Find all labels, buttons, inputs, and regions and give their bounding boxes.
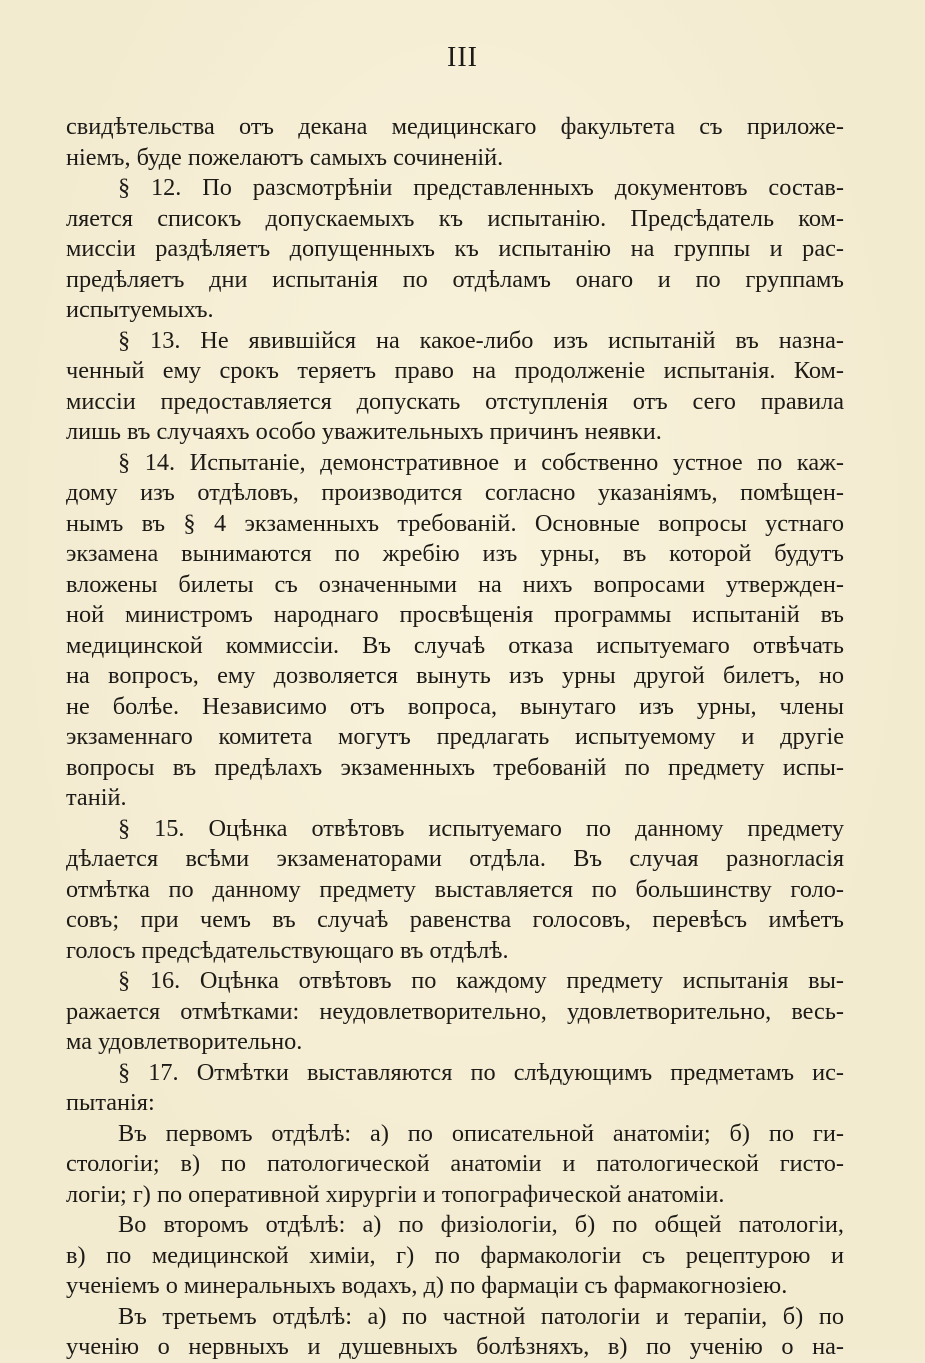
text-line: предѣляетъ дни испытанія по отдѣламъ онаго и по группамъ <box>66 265 844 293</box>
text-line: медицинской коммиссіи. Въ случаѣ отказа испытуемаго отвѣчать <box>66 631 844 659</box>
text-line: нымъ въ § 4 экзаменныхъ требованій. Основные вопросы устнаго <box>66 509 844 537</box>
text-line: миссіи предоставляется допускать отступленія отъ сего правила <box>66 387 844 415</box>
text-line: ляется списокъ допускаемыхъ къ испытанію. Предсѣдатель ком- <box>66 204 844 232</box>
text-line: экзаменнаго комитета могутъ предлагать испытуемому и другіе <box>66 723 844 750</box>
text-line: ма удовлетворительно. <box>66 1028 303 1055</box>
text-line: экзамена вынимаются по жребію изъ урны, въ которой будутъ <box>66 540 844 567</box>
text-line: миссіи раздѣляетъ допущенныхъ къ испытанію на группы и рас- <box>66 235 844 262</box>
text-line: § 12. По разсмотрѣніи представленныхъ документовъ состав- <box>118 174 844 201</box>
text-line: стологіи; в) по патологической анатоміи и патологической гисто- <box>66 1150 844 1177</box>
text-line: ніемъ, буде пожелаютъ самыхъ сочиненій. <box>66 143 504 171</box>
page-number: III <box>447 42 478 73</box>
text-line: Въ третьемъ отдѣлѣ: а) по частной патологіи и терапіи, б) по <box>118 1302 844 1330</box>
text-line: дому изъ отдѣловъ, производится согласно указаніямъ, помѣщен- <box>66 479 844 506</box>
text-line: пытанія: <box>66 1089 155 1116</box>
text-line: Въ первомъ отдѣлѣ: а) по описательной анатоміи; б) по ги- <box>118 1119 844 1147</box>
text-line: лишь въ случаяхъ особо уважительныхъ причинъ неявки. <box>66 418 662 445</box>
text-line: § 14. Испытаніе, демонстративное и собственно устное по каж- <box>118 448 844 476</box>
text-line: ученіемъ о минеральныхъ водахъ, д) по фармаціи съ фармакогнозіею. <box>66 1272 788 1299</box>
text-line: вложены билеты съ означенными на нихъ вопросами утвержден- <box>66 570 844 598</box>
text-line: ражается отмѣтками: неудовлетворительно, удовлетворительно, весь- <box>66 997 844 1025</box>
text-line: отмѣтка по данному предмету выставляется по большинству голо- <box>66 875 844 903</box>
text-line: логіи; г) по оперативной хирургіи и топографической анатоміи. <box>66 1180 725 1208</box>
text-line: не болѣе. Независимо отъ вопроса, вынутаго изъ урны, члены <box>66 692 844 720</box>
text-line: Во второмъ отдѣлѣ: а) по физіологіи, б) по общей патологіи, <box>118 1211 844 1238</box>
text-line: на вопросъ, ему дозволяется вынуть изъ урны другой билетъ, но <box>66 662 844 689</box>
text-line: § 15. Оцѣнка отвѣтовъ испытуемаго по данному предмету <box>118 814 844 842</box>
text-line: в) по медицинской химіи, г) по фармакологіи съ рецептурою и <box>66 1241 844 1269</box>
text-line: ученію о нервныхъ и душевныхъ болѣзняхъ, в) по ученію о на- <box>66 1333 844 1360</box>
text-line: совъ; при чемъ въ случаѣ равенства голосовъ, перевѣсъ имѣетъ <box>66 906 844 933</box>
page-body-text <box>66 112 844 1363</box>
text-line: § 16. Оцѣнка отвѣтовъ по каждому предмету испытанія вы- <box>118 967 844 994</box>
text-line: дѣлается всѣми экзаменаторами отдѣла. Въ случая разногласія <box>66 845 844 872</box>
text-line: § 17. Отмѣтки выставляются по слѣдующимъ предметамъ ис- <box>118 1058 844 1086</box>
text-line: голосъ предсѣдательствующаго въ отдѣлѣ. <box>66 936 509 964</box>
text-line: вопросы въ предѣлахъ экзаменныхъ требованій по предмету испы- <box>66 753 844 781</box>
text-line: § 13. Не явившійся на какое-либо изъ испытаній въ назна- <box>118 326 844 354</box>
text-line: испытуемыхъ. <box>66 296 214 323</box>
text-line: таній. <box>66 784 127 811</box>
text-line: ной министромъ народнаго просвѣщенія программы испытаній въ <box>66 601 844 628</box>
text-line: ченный ему срокъ теряетъ право на продолженіе испытанія. Ком- <box>66 357 844 384</box>
text-line: свидѣтельства отъ декана медицинскаго факультета съ приложе- <box>66 113 844 140</box>
